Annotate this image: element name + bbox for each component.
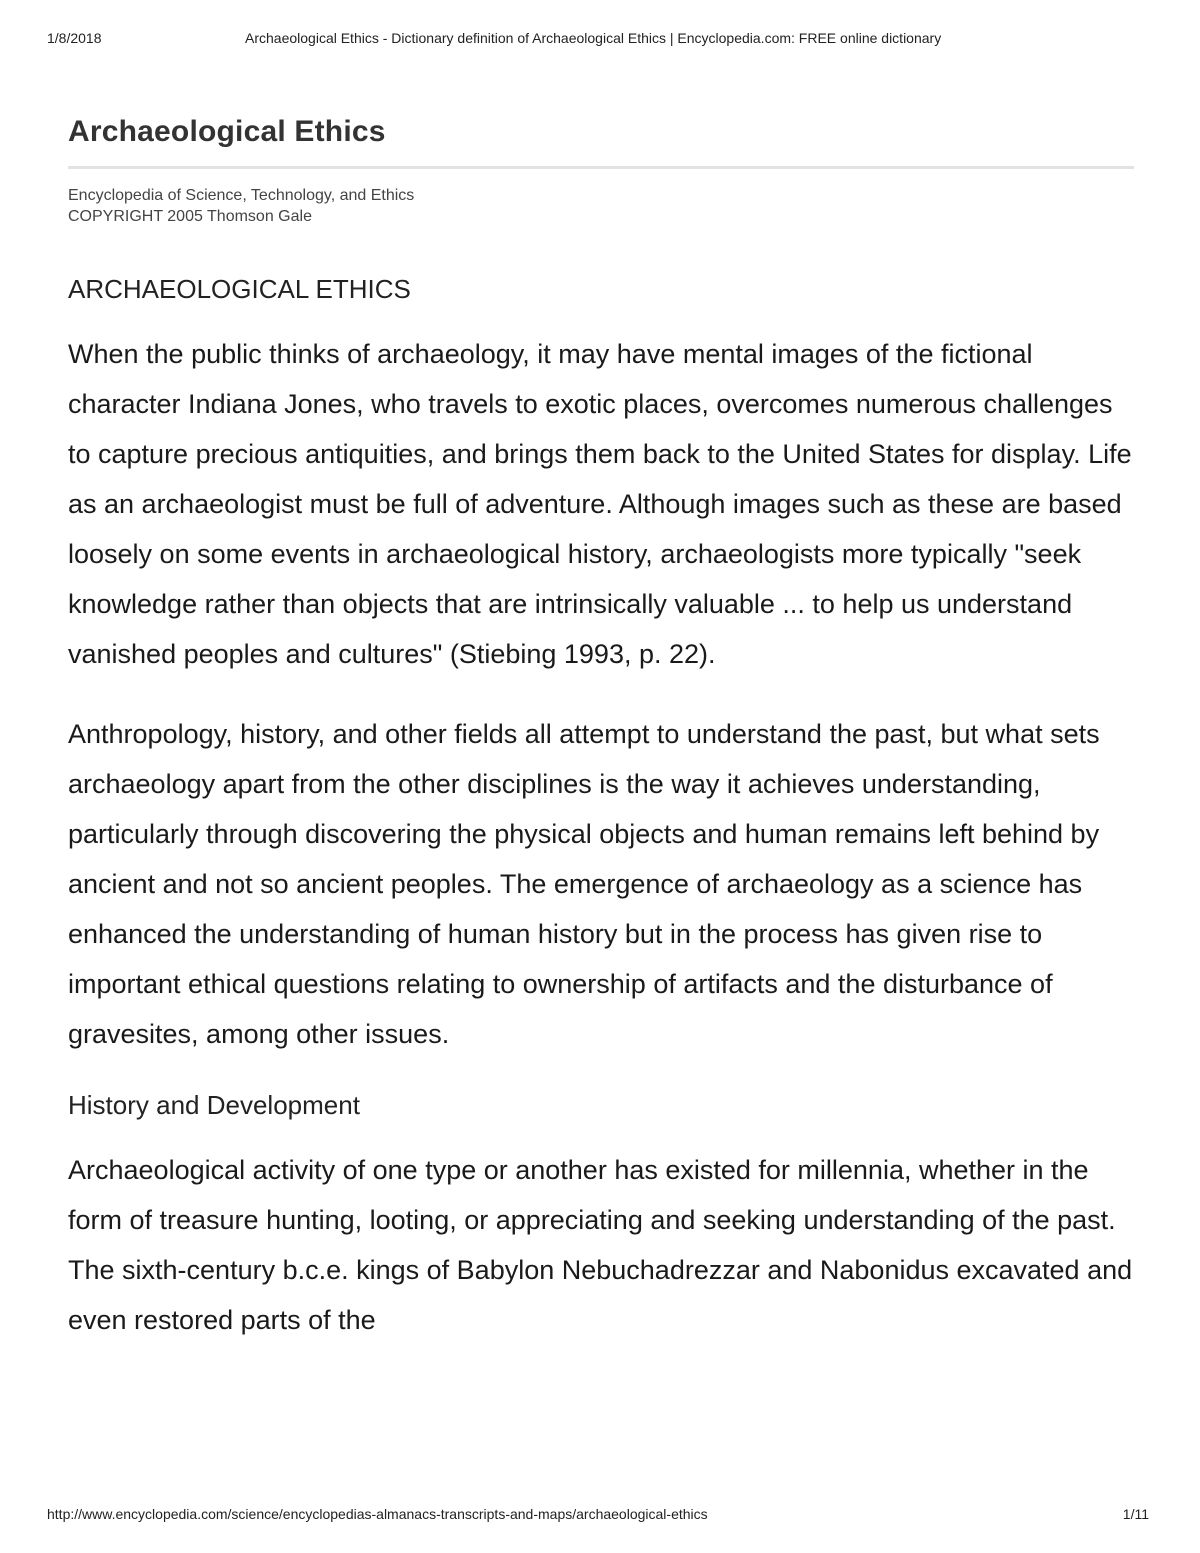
print-date: 1/8/2018 [47, 30, 102, 46]
page-url: http://www.encyclopedia.com/science/encyclopedias-almanacs-transcripts-and-maps/archaeological-ethics [47, 1506, 708, 1522]
title-divider [68, 166, 1134, 169]
paragraph-disciplines: Anthropology, history, and other fields all attempt to understand the past, but what sets archaeology apart from the other disciplines is the way it achieves understanding, particularly through discovering the physical objects and human remains left behind by ancient and not so ancient peoples. The emergence of archaeology as a science has enhanced the understanding of human history but in the process has given rise to important ethical questions relating to ownership of artifacts and the disturbance of gravesites, among other issues. [68, 719, 1100, 1049]
source-publication: Encyclopedia of Science, Technology, and Ethics [68, 187, 415, 204]
source-citation [68, 185, 1134, 227]
subsection-heading-history: History and Development [68, 1090, 360, 1120]
source-copyright: COPYRIGHT 2005 Thomson Gale [68, 208, 312, 225]
paragraph-intro: When the public thinks of archaeology, it may have mental images of the fictional character Indiana Jones, who travels to exotic places, overcomes numerous challenges to capture precious antiquities, and brings them back to the United States for display. Life as an archaeologist must be full of adventure. Although images such as these are based loosely on some events in archaeological history, archaeologists more typically "seek knowledge rather than objects that are intrinsically valuable ... to help us understand vanished peoples and cultures" (Stiebing 1993, p. 22). [68, 339, 1132, 669]
print-page-title: Archaeological Ethics - Dictionary definition of Archaeological Ethics | Encyclopedia.com: FREE online dictionary [245, 30, 942, 46]
article-title: Archaeological Ethics [68, 115, 386, 148]
paragraph-history: Archaeological activity of one type or another has existed for millennia, whether in the form of treasure hunting, looting, or appreciating and seeking understanding of the past. The sixth-century b.c.e. kings of Babylon Nebuchadrezzar and Nabonidus excavated and even restored parts of the [68, 1155, 1133, 1335]
print-footer [47, 1506, 1153, 1524]
page-number: 1/11 [1122, 1506, 1149, 1522]
section-heading: ARCHAEOLOGICAL ETHICS [68, 274, 411, 304]
article-content [68, 112, 1134, 1375]
print-header [47, 30, 1153, 48]
